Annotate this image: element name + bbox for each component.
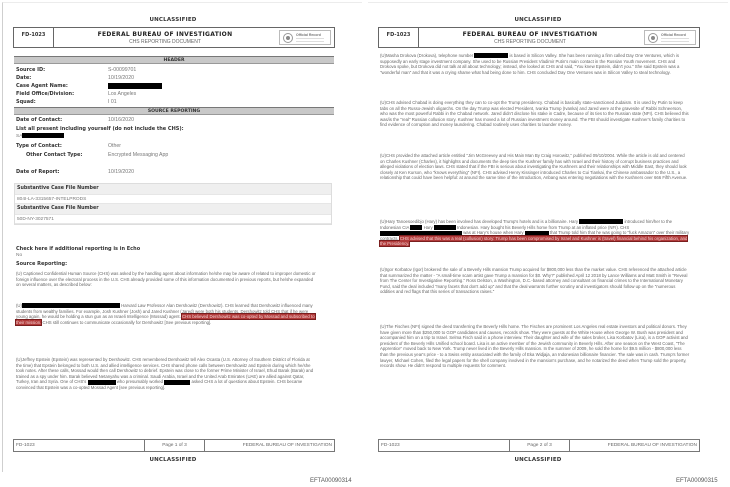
present-value <box>16 133 64 139</box>
fbi-seal-icon <box>648 33 658 43</box>
field-type-of-contact <box>16 143 121 149</box>
field-date-of-contact <box>16 117 134 123</box>
footer-form-code: FD-1023 <box>379 440 510 451</box>
paragraph-text: is based in Silicon Valley. She has been running a firm called Day One Ventures, which is supposedly an early stage investment company. She used to be Russian President Vladimir Putin's main contact in the Russian Youth movement. CHS and Drokova spoke, but Drokova did not talk at all about technology; instead, she looked at CHS and said, "You knew Epstein, didn't you." She said Epstein was a "wonderful man" and that it was a crying shame what had being done to him. CHS concluded Day One Ventures was in Silicon Valley to steal technology. <box>380 53 680 75</box>
paragraph-text: Hary <box>423 224 433 230</box>
case-file-label: Substantive Case File Number <box>15 184 331 194</box>
field-value: I 01 <box>108 99 117 105</box>
official-record-seal <box>644 30 696 45</box>
field-label: Squad: <box>16 99 36 105</box>
source-reporting-label: Source Reporting: <box>16 261 68 267</box>
footer-page-number: Page 2 of 3 <box>510 440 570 451</box>
paragraph-text: Harvard Law Professor Alan Dershowitz (Dershowitz). CHS learned that Dershowitz influenced many students from wealthy families. For example, Josh Kushner (Josh) and Jared Kushner (Jared) were both his students. Dershowitz told CHS that if he were young again, he would be holding a stun gun as an Israeli Intelligence (Mossad) agent. <box>16 303 313 320</box>
form-code: FD-1023 <box>379 28 419 47</box>
field-date-of-report <box>16 169 134 175</box>
highlighted-text: CHS believed Dershowitz was co-opted by Mossad and subscribed to their mission. <box>16 314 315 325</box>
echo-label: Check here if additional reporting is in Echo <box>16 246 141 252</box>
paragraph-text: (U) <box>16 303 22 308</box>
paragraph-text: CHS still continues to communicate occasionally for Dershowitz [See previous reporting]. <box>42 319 212 325</box>
field-field-office <box>16 91 136 97</box>
field-other-contact-type <box>16 152 168 158</box>
document-type: CHS REPORTING DOCUMENT <box>494 39 566 45</box>
paragraph-fisches: (U)The Fisches (NFI) signed the deed transferring the Beverly Hills home. The Fisches are prominent Los Angeles real estate investors and political donors. They have given more than $250,000 to GOP candidates and causes, records show. They were guests at the White House when George W. Bush was president and accompanied him on a trip to Israel. Selma Fisch said in a phone interview. Their daughter and wife of the sales broker, Lisa Korbatov (Lisa), is a GOP activist and president of the Beverly Hills Unified school board. Lisa is an active member of the Jewish community in Beverly Hills. After one season on the West Coast, "The Apprentice" moved back to New York. Trump never lived in the Beverly Hills mansion. In the summer of 2009, he sold the home for $9.5 million - $800,000 less than the previous year's price - to a Swiss entity associated with the family of Eka Widjaja, an Indonesian billionaire financier. The sale was in cash. Trump's former lawyer, Michael Cohen, filed the legal papers for the shell company involved in the mansion's purchase, and he notarized the deed when Trump sold the property, records show. He didn't respond to multiple requests for comment. <box>380 324 690 369</box>
seal-lines <box>661 38 689 42</box>
redaction-block <box>108 83 162 89</box>
field-label: Case Agent Name: <box>16 83 68 89</box>
paragraph-epstein <box>16 357 316 391</box>
echo-value: No <box>16 253 23 258</box>
field-value: S-00099701 <box>108 67 137 73</box>
field-label: Source ID: <box>16 67 46 73</box>
field-value: 10/16/2020 <box>108 117 134 123</box>
page-footer <box>378 439 700 452</box>
source-reporting-section-bar: SOURCE REPORTING <box>14 107 334 115</box>
redaction-block <box>410 225 422 230</box>
field-squad <box>16 99 117 105</box>
document-page-2 <box>368 2 728 472</box>
classification-top: UNCLASSIFIED <box>149 17 197 23</box>
paragraph-text: asked CHS a lot of questions about Epstein. CHS became convinced that Epstein was a co-opted Mossad Agent [see previous reporting]. <box>16 379 303 390</box>
paragraph-dershowitz <box>16 303 316 325</box>
field-label: Date: <box>16 75 32 81</box>
footer-agency: FEDERAL BUREAU OF INVESTIGATION <box>242 443 332 448</box>
classification-bottom: UNCLASSIFIED <box>514 457 562 463</box>
header-section-bar: HEADER <box>14 56 334 64</box>
seal-label: Official Record <box>661 32 686 37</box>
footer-page-number: Page 1 of 3 <box>145 440 205 451</box>
paragraph-text: (U)Jeffrey Epstein (Epstein) was represented by Dershowitz. CHS remembered Dershowitz tell Alex Ocasta (U.S. Attorney of Southern District of Florida at the time) that Epstein belonged to both U.S. and allied intelligence services. CHS shared phone calls between Dershowitz and Epstein during which he/she took notes. After these calls, Mossad would then call Dershowitz to debrief. Epstein was close to the former Prime Minister of Israel, Ehud Barak (Barak) and trained as a spy under him. Barak believed Netanyahu was a criminal. Saudi Arabia, Israel and the United Arab Emirates (UAE) are allied against Qatar, Turkey, Iran and Syria. One of CHS's <box>16 357 314 385</box>
redaction-block <box>434 225 456 230</box>
classification-bottom: UNCLASSIFIED <box>149 457 197 463</box>
paragraph-text: (U)Masha Drokova (Drokova), telephone number <box>380 53 474 58</box>
footer-agency: FEDERAL BUREAU OF INVESTIGATION <box>607 443 697 448</box>
document-page-1 <box>2 2 362 472</box>
case-file-table <box>14 183 332 225</box>
form-code: FD-1023 <box>14 28 54 47</box>
bates-number-page-2: EFTA00090315 <box>676 478 718 484</box>
redaction-block <box>164 380 190 385</box>
paragraph-article: (U)CHS provided the attached article entitled "Jim McGreevey and His Main Man By Craig Horowitz," published 09/10/2004. While the article is old and centered on Charles Kushner (Charles), it highlights and documents the deep ties the Kushner family has with Israel and their history of corrupt business practices and alleged violations of election laws. CHS stated that if the FBI is serious about investigating the Kushners and their relationships with Middle East, they should look closely at Ken Kurson, who "knows everything" (NFI). CHS advised Henry Kissinger introduced Charles to Cui Tiankai, the Chinese ambassador to the U.S., a relationship that could have been helpful: at around the same time of the introduction, Anbang was entering negotiations with the Kushners over 666 Fifth Avenue. <box>380 153 688 181</box>
field-case-agent <box>16 83 162 89</box>
paragraph-text: (U)Hary Tanoesoedibjo (Hary) has been involved has developed Trump's hotels and is a billionaire. Hary <box>380 219 579 224</box>
document-type: CHS REPORTING DOCUMENT <box>129 39 201 45</box>
paragraph-intro: (U) Captioned Confidential Human Source (CHS) was asked by the handling agent about information he/she may be aware of related to improper domestic or foreign influence over the electoral process in the U.S. CHS already provided some of this information documented in previous reports, but he/she expanded on several matters, as described below: <box>16 271 316 288</box>
paragraph-chabad: (U)CHS advised Chabad is doing everything they can to co-opt the Trump presidency. Chabad is basically state-sanctioned Judaism. It is used by Putin to keep tabs on all the Russo-Jewish oligarchs. On the day Trump was elected President, Ivanka Trump (Ivanka) and Jared were at the gravesite of Rabbi Schneerson, who was the most powerful Rabbi in the Chabad network. Jared didn't disclose his stake in Cadre, because of its ties to the Russian state (NFI). CHS believed this was/is the "real" Russian collusion story. Kushner has moved a lot of Russian investment money around. The FBI should investigate Kushner's family charities to find evidence of corruption and money laundering. Chabad routinely uses charities to launder money. <box>380 100 689 128</box>
paragraph-korbatov: (U)Igor Korbatov (Igor) brokered the sale of a Beverly Hills mansion Trump acquired for $800,000 less than the market value. CHS referenced the attached article that summarized the matter - "A small-time scam artist gave Trump a mansion for $0. Why?" published April 12 2018 by Lance Williams and Matt Smith in "Reveal from The Center for Investigative Reporting." Ross Delston, a Washington, D.C.-based attorney and consultant on financial crimes to the International Monetary Fund, said the deal included "many facets that don't add up" and that the deal warrants further scrutiny and investigators should follow up on the "numerous oddities and red flags that this series of transactions raises." <box>380 267 688 295</box>
highlighted-text: CHS advised that this was a real (collusion) story: Trump has been compromised by Israel and Kushner is (travel) financial behind his organization, and the Presidency. <box>380 235 688 247</box>
footer-form-code: FD-1023 <box>14 440 145 451</box>
bates-number-page-1: EFTA00090314 <box>310 478 352 484</box>
classification-top: UNCLASSIFIED <box>514 17 562 23</box>
page-footer <box>13 439 335 452</box>
redaction-block <box>22 133 64 138</box>
case-file-value: 804I-LA-3315657-INTELPRODS <box>15 194 331 204</box>
field-label: Other Contact Type: <box>26 152 83 158</box>
official-record-seal <box>279 30 331 45</box>
paragraph-drokova <box>380 53 690 75</box>
fbi-seal-icon <box>283 33 293 43</box>
field-value: Encrypted Messaging App <box>108 152 169 158</box>
field-value: Other <box>108 143 121 149</box>
agency-name: FEDERAL BUREAU OF INVESTIGATION <box>97 31 233 38</box>
seal-label: Official Record <box>296 32 321 37</box>
present-label: List all present including yourself (do not include the CHS): <box>16 126 184 132</box>
field-label: Date of Report: <box>16 169 60 175</box>
present-prefix: SA <box>16 133 23 139</box>
form-header <box>13 27 335 48</box>
field-value: 10/19/2020 <box>108 169 134 175</box>
paragraph-text: that Trump told him that he was going to "fuck Amazon" over their military contracts. <box>380 230 690 241</box>
form-header <box>378 27 700 48</box>
field-label: Field Office/Division: <box>16 91 75 97</box>
seal-lines <box>296 38 324 42</box>
form-title <box>419 28 641 47</box>
agency-name: FEDERAL BUREAU OF INVESTIGATION <box>462 31 598 38</box>
field-label: Type of Contact: <box>16 143 62 149</box>
field-label: Date of Contact: <box>16 117 63 123</box>
form-title <box>54 28 276 47</box>
field-value: 10/19/2020 <box>108 75 134 81</box>
redaction-block <box>525 231 549 236</box>
field-date <box>16 75 134 81</box>
paragraph-text: Indonesian. Hary bought his Beverly Hills home from Trump at an inflated price (NFI). CHS <box>457 224 630 230</box>
case-file-label: Substantive Case File Number <box>15 204 331 214</box>
paragraph-text: who presumably worked <box>116 379 164 385</box>
field-value: Los Angeles <box>108 91 137 97</box>
field-source-id <box>16 67 136 73</box>
paragraph-text: introduced him/her to the Indonesian CIA <box>380 219 672 230</box>
case-file-value: 50D-NY-3027571 <box>15 214 331 224</box>
paragraph-hary <box>380 219 690 247</box>
paragraph-text: was at Hary's house when Hary <box>463 230 524 236</box>
